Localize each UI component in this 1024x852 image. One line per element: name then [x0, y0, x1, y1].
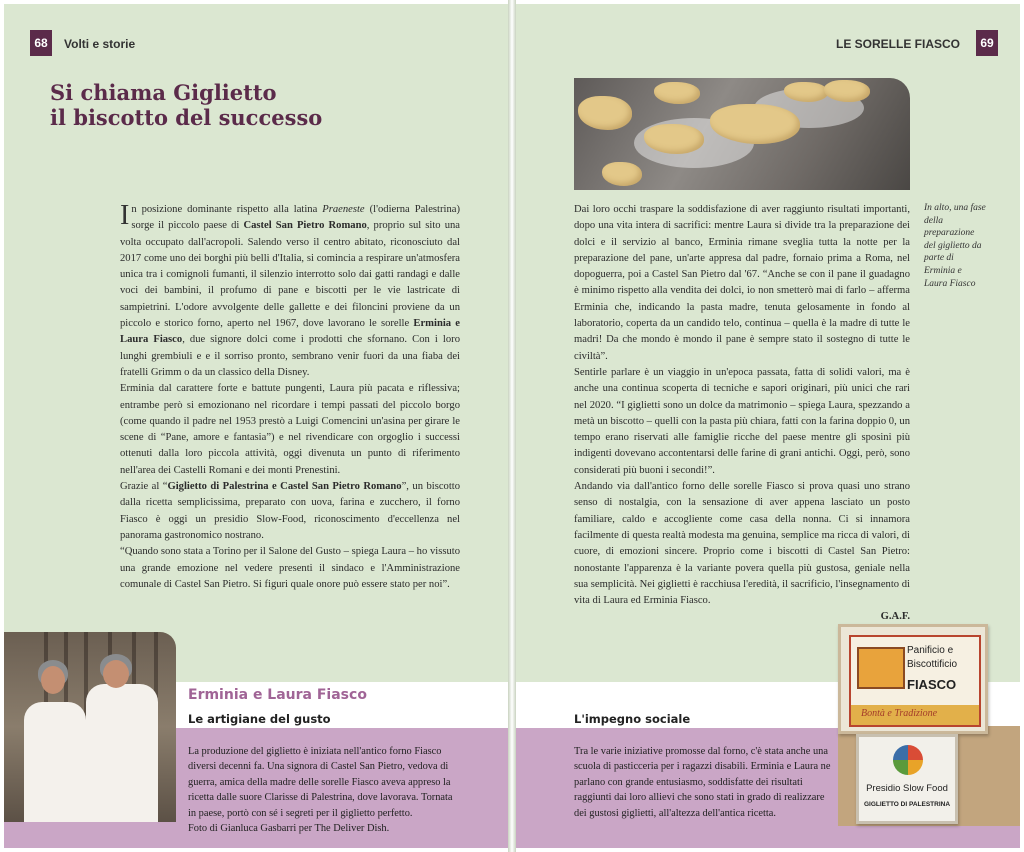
article-body-right	[574, 202, 910, 626]
photo-caption: In alto, una fase della preparazione del giglietto da parte di Erminia e Laura Fiasco	[924, 203, 986, 289]
box-text-right	[574, 744, 838, 821]
photo-credit: Foto di Gianluca Gasbarri per The Deliver Dish.	[188, 823, 390, 835]
sign-slogan: Bontà e Tradizione	[861, 708, 938, 719]
box-text-left	[188, 744, 460, 836]
author-signature: G.A.F.	[880, 611, 910, 623]
sign-line-1: Panificio e	[907, 645, 954, 656]
box-title-left: Erminia e Laura Fiasco	[188, 687, 367, 703]
section-label-left: Volti e storie	[64, 37, 136, 51]
paragraph-5: Dai loro occhi traspare la soddisfazione di aver raggiunto risultati importanti, dopo una vita intera di sacrifici: mentre Laura si divide tra la preparazione dei dolci e il servizio al banco, Erminia rimane sveglia tutta la notte per la preparazione del pane, un'arte appresa dal padre, fornaio prima a Roma, nel dopoguerra, poi a Castel San Pietro dal '67. “Anche se con il pane il guadagno è minimo rispetto alla vendita dei dolci, io non smetterò mai di farlo – afferma Erminia che, indicando la pasta madre, tenuta gelosamente in fondo al laboratorio, coperta da un candido telo, continua – quella è la madre di tutte le madri! Da che mondo è mondo il pane è sempre stato il sostegno di tutte le civiltà”.	[574, 204, 910, 362]
slow-food-line-2: GIGLIETTO DI PALESTRINA	[863, 801, 951, 808]
paragraph-4: “Quando sono stata a Torino per il Salone del Gusto – spiega Laura – ho vissuto una grande emozione nel vedere presenti il sindaco e l'Amministrazione comunale di Castel San Pietro. Si figuri quale onore può essere stato per noi”.	[120, 546, 460, 590]
drop-cap: I	[120, 200, 130, 231]
article-title	[50, 80, 410, 130]
right-page	[516, 4, 1020, 848]
paragraph-7: Andando via dall'antico forno delle sorelle Fiasco si prova quasi uno strano senso di nostalgia, con la sensazione di aver appena lasciato un posto familiare, caldo e accogliente come casa della nonna. Ci si innamora facilmente di questa realtà modesta ma genuina, semplice ma ricca di valori, di cuore, di emozioni sincere. Proprio come i biscotti di Castel San Pietro: nonostante l'apparenza è la variante povera quella più gustosa, geniale nella sua semplicità. Nei giglietti è racchiusa l'eredità, il sacrificio, l'insegnamento di vita di Laura ed Erminia Fiasco.	[574, 481, 910, 607]
paragraph-1: In posizione dominante rispetto alla latina Praeneste (l'odierna Palestrina) sorge il piccolo paese di Castel San Pietro Romano, proprio sul sito una volta occupato dall'acropoli. Salendo verso il centro abitato, riconosciuto dal 2017 come uno dei borghi più belli d'Italia, si comincia a respirare un'atmosfera unica tra i comignoli fumanti, il silenzio interrotto solo dai gatti randagi e dalle voci dei bambini, il profumo di pane e biscotti per le vie lastricate di sampietrini. L'odore avvolgente delle gallette e dei filoncini proviene da un piccolo e storico forno, aperto nel 1967, dove lavorano le sorelle Erminia e Laura Fiasco, due signore dolci come i prodotti che sfornano. Con i loro lunghi grembiuli e e il sorriso pronto, sembrano venir fuori da una fiaba dei fratelli Grimm o da un classico della Disney.	[120, 200, 460, 378]
paragraph-2: Erminia dal carattere forte e battute pungenti, Laura più pacata e riflessiva; entrambe però si emozionano nel ricordare i tempi passati del piccolo borgo (come quando il padre nel 1953 prestò a Luigi Comencini un'asina per girare le scene di “Pane, amore e fantasia”) e nel rivendicare con orgoglio i successi ottenuti dalla loro piccola attività, oggi divenuta un punto di riferimento nell'area dei Castelli Romani e dei monti Prenestini.	[120, 383, 460, 476]
paragraph-6: Sentirle parlare è un viaggio in un'epoca passata, fatta di solidi valori, ma è anche una continua scoperta di tecniche e sapori originari, più unici che rari nel 2020. “I giglietti sono un dolce da matrimonio – spiega Laura, spezzando a metà un biscotto – quelli con la pasta più chiara, fatti con la farina doppio 0, un tempo erano riservati alle famiglie ricche del paese mentre gli sposini più indigenti dovevano accontentarsi delle farine di grani antichi. Oggi, però, sono considerati più buoni i secondi!”.	[574, 366, 910, 476]
box-subtitle-left: Le artigiane del gusto	[188, 712, 331, 726]
slow-food-sign	[856, 734, 958, 824]
left-page	[4, 4, 512, 848]
photo-erminia-laura	[4, 632, 176, 822]
title-line-2: il biscotto del successo	[50, 105, 323, 130]
box-subtitle-right: L'impegno sociale	[574, 712, 691, 726]
box-paragraph-left: La produzione del giglietto è iniziata nell'antico forno Fiasco diversi decenni fa. Una signora di Castel San Pietro, vedova di guerra, amica della madre delle sorelle Fiasco aveva appreso la ricetta dalle suore Clarisse di Palestrina, dove lavorava. Tornata in paese, portò con sé i segreti per il giglietto perfetto.	[188, 746, 453, 819]
article-body-left	[120, 202, 460, 593]
page-gutter	[508, 0, 516, 852]
photo-dough-preparation	[574, 78, 910, 190]
box-paragraph-right: Tra le varie iniziative promosse dal forno, c'è stata anche una scuola di pasticceria per i ragazzi disabili. Erminia e Laura ne parlano con grande entusiasmo, soddisfatte dei risultati raggiunti dai loro allievi che sono stati in grado di realizzare dei gustosi giglietti, all'altezza dell'antica ricetta.	[574, 746, 831, 819]
sign-line-3: FIASCO	[907, 677, 957, 692]
title-line-1: Si chiama Giglietto	[50, 80, 277, 105]
paragraph-3: Grazie al “Giglietto di Palestrina e Castel San Pietro Romano”, un biscotto dalla ricetta semplicissima, preparato con uova, farina e zucchero, il forno Fiasco è oggi un presidio Slow-Food, riconoscimento d'eccellenza nel panorama gastronomico nostrano.	[120, 481, 460, 541]
slow-food-logo-icon	[893, 745, 923, 775]
sign-line-2: Biscottificio	[907, 659, 958, 670]
bakery-logo-icon	[857, 647, 905, 689]
bakery-sign	[838, 624, 988, 734]
page-number-left: 68	[30, 30, 52, 56]
slow-food-line-1: Presidio Slow Food	[866, 783, 948, 794]
section-label-right: LE SORELLE FIASCO	[836, 37, 961, 51]
page-number-right: 69	[976, 30, 998, 56]
